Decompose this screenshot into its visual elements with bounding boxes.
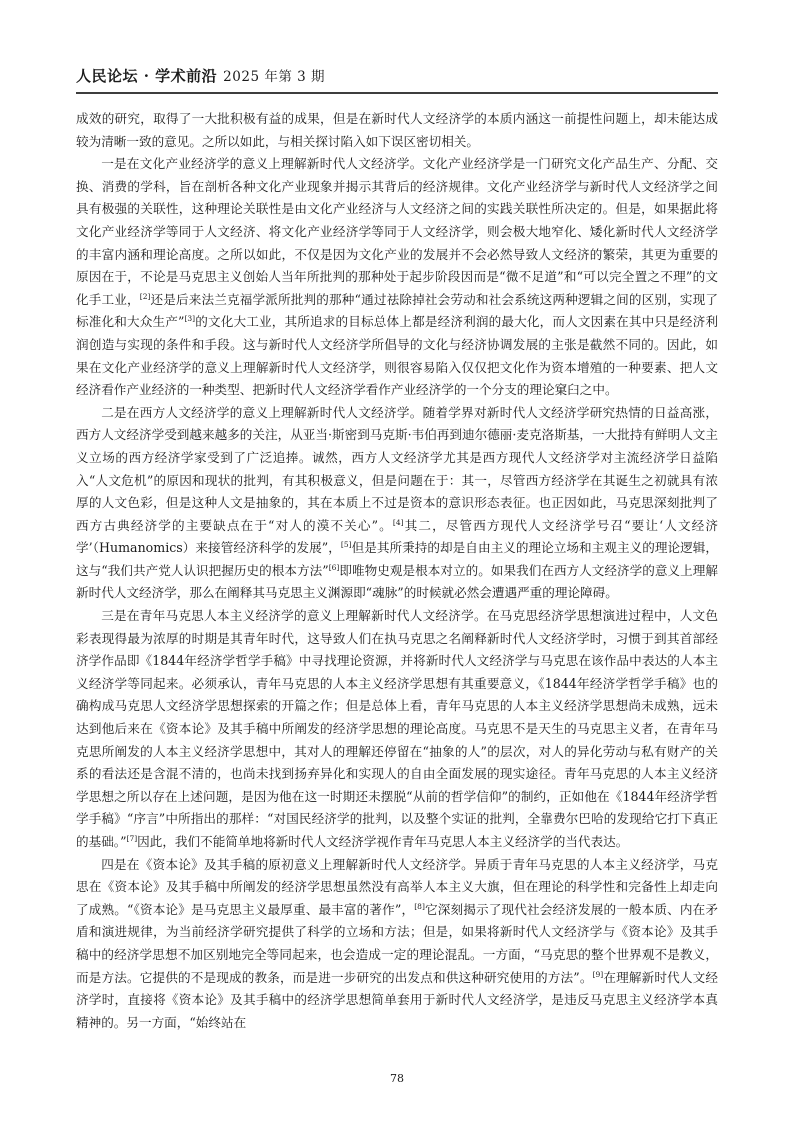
- article-body: [76, 108, 718, 1034]
- page-number: 78: [390, 1072, 404, 1085]
- citation-marker: [7]: [126, 834, 138, 843]
- citation-marker: [6]: [328, 562, 340, 572]
- running-header: [76, 62, 718, 94]
- journal-header: [76, 65, 325, 86]
- issue-label: 2025 年第 3 期: [223, 69, 325, 85]
- paragraph: 成效的研究，取得了一大批积极有益的成果，但是在新时代人文经济学的本质内涵这一前提性问题上，却未能达成较为清晰一致的意见。之所以如此，与相关探讨陷入如下误区密切相关。: [76, 111, 718, 149]
- citation-marker: [2]: [139, 291, 151, 301]
- citation-marker: [8]: [414, 901, 425, 911]
- citation-marker: [3]: [184, 314, 196, 324]
- citation-marker: [9]: [592, 969, 604, 979]
- paragraph: 三是在青年马克思人本主义经济学的意义上理解新时代人文经济学。在马克思经济学思想演进过程中，人文色彩表现得最为浓厚的时期是其青年时代，这导致人们在执马克思之名阐释新时代人文经济学时，习惯于到其首部经济学作品即《1844年经济学哲学手稿》中寻找理论资源，并将新时代人文经济学与马克思在该作品中表达的人本主义经济学等同起来。必须承认，青年马克思的人本主义经济学思想有其重要意义，《1844年经济学哲学手稿》也的确构成马克思人文经济学思想探索的开篇之作；但是总体上看，青年马克思的人本主义经济学思想尚未成熟，远未达到他后来在《资本论》及其手稿中所阐发的经济学思想的理论高度。马克思不是天生的马克思主义者，在青年马克思所阐发的人本主义经济学思想中，其对人的理解还停留在“抽象的人”的层次，对人的异化劳动与私有财产的关系的看法还是含混不清的，也尚未找到扬弃异化和实现人的自由全面发展的现实途径。青年马克思的人本主义经济学思想之所以存在上述问题，是因为他在这一时期还未摆脱“从前的哲学信仰”的制约，正如他在《1844年经济学哲学手稿》“序言”中所指出的那样：“对国民经济学的批判，以及整个实证的批判，全靠费尔巴哈的发现给它打下真正的基础。”[7]因此，我们不能简单地将新时代人文经济学视作青年马克思人本主义经济学的当代表达。: [76, 608, 718, 849]
- journal-title: 人民论坛 · 学术前沿: [76, 67, 218, 85]
- citation-marker: [5]: [340, 540, 352, 550]
- citation-marker: [4]: [392, 517, 404, 527]
- paragraph: 一是在文化产业经济学的意义上理解新时代人文经济学。文化产业经济学是一门研究文化产品生产、分配、交换、消费的学科，旨在剖析各种文化产业现象并揭示其背后的经济规律。文化产业经济学与新时代人文经济学之间具有极强的关联性，这种理论关联性是由文化产业经济与人文经济之间的实践关联性所决定的。但是，如果据此将文化产业经济学等同于人文经济、将文化产业经济学等同于人文经济学，则会极大地窄化、矮化新时代人文经济学的丰富内涵和理论高度。之所以如此，不仅是因为文化产业的发展并不会必然导致人文经济的繁荣，其更为重要的原因在于，不论是马克思主义创始人当年所批判的那种处于起步阶段因而是“微不足道”和“可以完全置之不理”的文化手工业，[2]还是后来法兰克福学派所批判的那种“通过祛除掉社会劳动和社会系统这两种逻辑之间的区别，实现了标准化和大众生产”[3]的文化大工业，其所追求的目标总体上都是经济利润的最大化，而人文因素在其中只是经济利润创造与实现的条件和手段。这与新时代人文经济学所倡导的文化与经济协调发展的主张是截然不同的。因此，如果在文化产业经济学的意义上理解新时代人文经济学，则很容易陷入仅仅把文化作为资本增殖的一种要素、把人文经济看作产业经济的一种类型、把新时代人文经济学看作产业经济学的一个分支的理论窠臼之中。: [76, 156, 718, 398]
- paragraph: 二是在西方人文经济学的意义上理解新时代人文经济学。随着学界对新时代人文经济学研究热情的日益高涨，西方人文经济学受到越来越多的关注，从亚当·斯密到马克斯·韦伯再到迪尔德丽·麦克洛斯基，一大批持有鲜明人文主义立场的西方经济学家受到了广泛追捧。诚然，西方人文经济学尤其是西方现代人文经济学对主流经济学日益陷入“人文危机”的原因和现状的批判，有其积极意义，但是问题在于：其一，尽管西方经济学在其诞生之初就具有浓厚的人文色彩，但是这种人文是抽象的，其在本质上不过是资本的意识形态表征。也正因如此，马克思深刻批判了西方古典经济学的主要缺点在于“对人的漠不关心”。[4]其二，尽管西方现代人文经济学号召“要让‘人文经济学’（Humanomics）来接管经济科学的发展”，[5]但是其所秉持的却是自由主义的理论立场和主观主义的理论逻辑，这与“我们共产党人认识把握历史的根本方法”[6]即唯物史观是根本对立的。如果我们在西方人文经济学的意义上理解新时代人文经济学，那么在阐释其马克思主义渊源即“魂脉”的时候就必然会遭遇严重的理论障碍。: [76, 404, 718, 601]
- paragraph: 四是在《资本论》及其手稿的原初意义上理解新时代人文经济学。异质于青年马克思的人本主义经济学，马克思在《资本论》及其手稿中所阐发的经济学思想虽然没有高举人本主义大旗，但在理论的科学性和完备性上却走向了成熟。“《资本论》是马克思主义最厚重、最丰富的著作”，[8]它深刻揭示了现代社会经济发展的一般本质、内在矛盾和演进规律，为当前经济学研究提供了科学的立场和方法；但是，如果将新时代人文经济学与《资本论》及其手稿中的经济学思想不加区别地完全等同起来，也会造成一定的理论混乱。一方面，“马克思的整个世界观不是教义，而是方法。它提供的不是现成的教条，而是进一步研究的出发点和供这种研究使用的方法”。[9]在理解新时代人文经济学时，直接将《资本论》及其手稿中的经济学思想简单套用于新时代人文经济学，是违反马克思主义经济学本真精神的。另一方面，“始终站在: [76, 856, 719, 1030]
